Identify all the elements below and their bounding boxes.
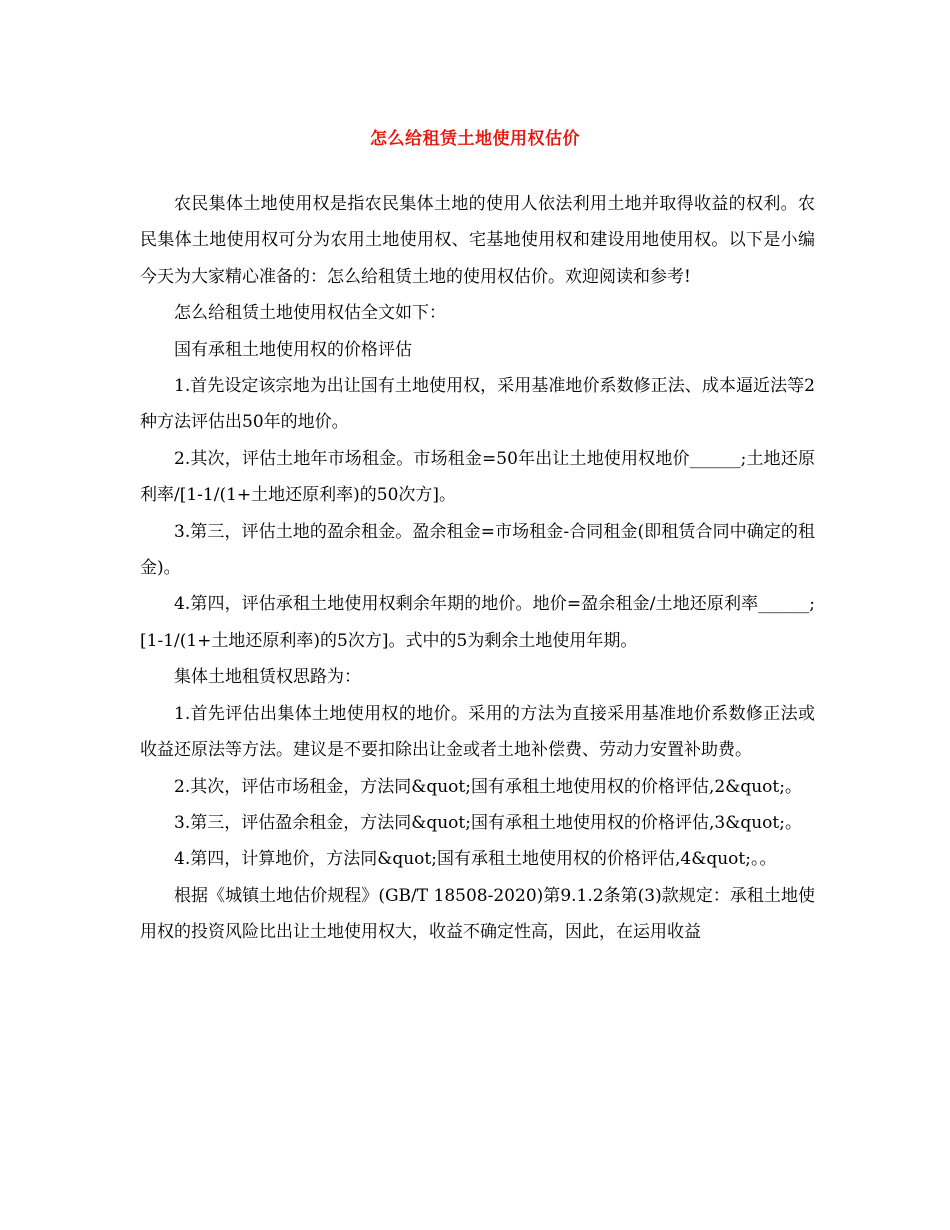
paragraph-collective-step-2: 2.其次，评估市场租金，方法同&quot;国有承租土地使用权的价格评估,2&quot;。 bbox=[174, 776, 802, 797]
paragraph-state-step-1: 1.首先设定该宗地为出让国有土地使用权，采用基准地价系数修正法、成本逼近法等2种方法评估出50年的地价。 bbox=[140, 376, 815, 433]
paragraph-regulation: 根据《城镇土地估价规程》(GB/T 18508-2020)第9.1.2条第(3)款规定：承租土地使用权的投资风险比出让土地使用权大，收益不确定性高，因此，在运用收益 bbox=[140, 885, 815, 943]
paragraph-full-text-heading: 怎么给租赁土地使用权估全文如下： bbox=[174, 303, 446, 324]
paragraph-intro: 农民集体土地使用权是指农民集体土地的使用人依法利用土地并取得收益的权利。农民集体土地使用权可分为农用土地使用权、宅基地使用权和建设用地使用权。以下是小编今天为大家精心准备的：怎么给租赁土地的使用权估价。欢迎阅读和参考! bbox=[140, 194, 815, 287]
document-body bbox=[140, 186, 815, 951]
paragraph-collective-step-3: 3.第三，评估盈余租金，方法同&quot;国有承租土地使用权的价格评估,3&quot;。 bbox=[174, 812, 802, 833]
paragraph-section-collective: 集体土地租赁权思路为： bbox=[174, 667, 361, 688]
paragraph-state-step-2: 2.其次，评估土地年市场租金。市场租金=50年出让土地使用权地价______;土地还原利率/[1-1/(1+土地还原利率)的50次方]。 bbox=[140, 448, 815, 506]
document-title: 怎么给租赁土地使用权估价 bbox=[370, 129, 580, 149]
paragraph-state-step-4: 4.第四，评估承租土地使用权剩余年期的地价。地价=盈余租金/土地还原利率______;[1-1/(1+土地还原利率)的5次方]。式中的5为剩余土地使用年期。 bbox=[140, 594, 815, 651]
paragraph-collective-step-4: 4.第四，计算地价，方法同&quot;国有承租土地使用权的价格评估,4&quot;。。 bbox=[174, 849, 777, 870]
paragraph-collective-step-1: 1.首先评估出集体土地使用权的地价。采用的方法为直接采用基准地价系数修正法或收益还原法等方法。建议是不要扣除出让金或者土地补偿费、劳动力安置补助费。 bbox=[140, 703, 815, 761]
paragraph-state-step-3: 3.第三，评估土地的盈余租金。盈余租金=市场租金-合同租金(即租赁合同中确定的租金)。 bbox=[140, 521, 815, 579]
paragraph-section-state-owned: 国有承租土地使用权的价格评估 bbox=[174, 339, 412, 360]
